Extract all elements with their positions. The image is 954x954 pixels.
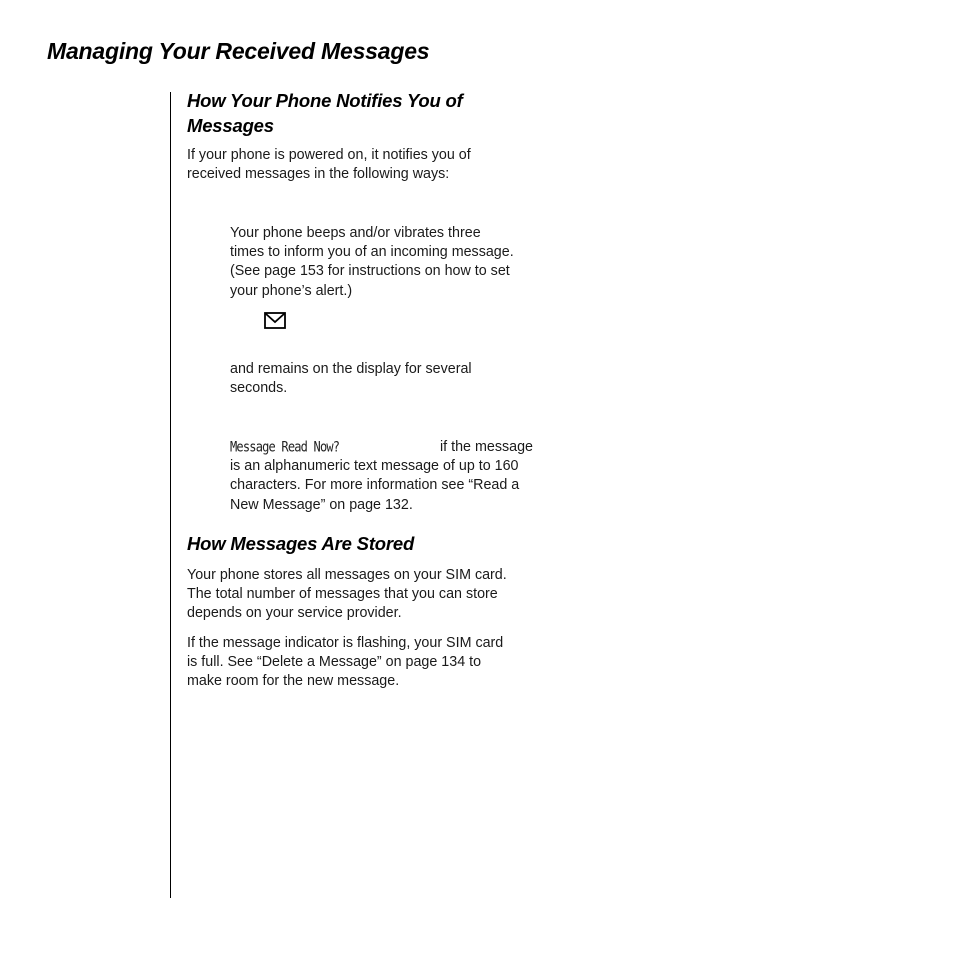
sim-full-paragraph [187, 634, 503, 692]
prompt-paragraph [230, 438, 560, 515]
alert-paragraph [230, 224, 514, 301]
text-line: New Message” on page 132. [230, 496, 413, 513]
text-line: your phone’s alert.) [230, 282, 353, 299]
text-line: If the message indicator is flashing, your SIM card [187, 635, 504, 651]
text-line: if the message [440, 439, 533, 455]
text-line: (See page 153 for instructions on how to set [230, 263, 510, 280]
text-line: The total number of messages that you can store [187, 586, 498, 603]
text-line: is full. See “Delete a Message” on page 134 to [187, 654, 482, 671]
text-line: Your phone beeps and/or vibrates three [230, 225, 481, 241]
heading-line: Messages [187, 115, 274, 136]
margin-rule [170, 92, 171, 898]
text-line: seconds. [230, 380, 288, 397]
lcd-prompt-text: Message Read Now? [230, 438, 340, 455]
page-title: Managing Your Received Messages [47, 38, 430, 64]
envelope-icon [264, 312, 286, 329]
section-heading-notify [187, 88, 463, 138]
storage-paragraph [187, 566, 507, 624]
text-line: times to inform you of an incoming message. [230, 244, 514, 261]
text-line: and remains on the display for several [230, 361, 472, 377]
text-line: is an alphanumeric text message of up to 160 [230, 458, 519, 475]
text-line: If your phone is powered on, it notifies you of [187, 147, 471, 163]
display-paragraph [230, 360, 472, 398]
intro-paragraph [187, 146, 471, 184]
text-line: make room for the new message. [187, 673, 400, 690]
text-line: Your phone stores all messages on your SIM card. [187, 567, 507, 583]
text-line: depends on your service provider. [187, 605, 402, 622]
section-heading-stored: How Messages Are Stored [187, 533, 415, 554]
text-line: received messages in the following ways: [187, 166, 450, 183]
heading-line: How Your Phone Notifies You of [187, 90, 463, 111]
text-line: characters. For more information see “Read a [230, 477, 520, 494]
